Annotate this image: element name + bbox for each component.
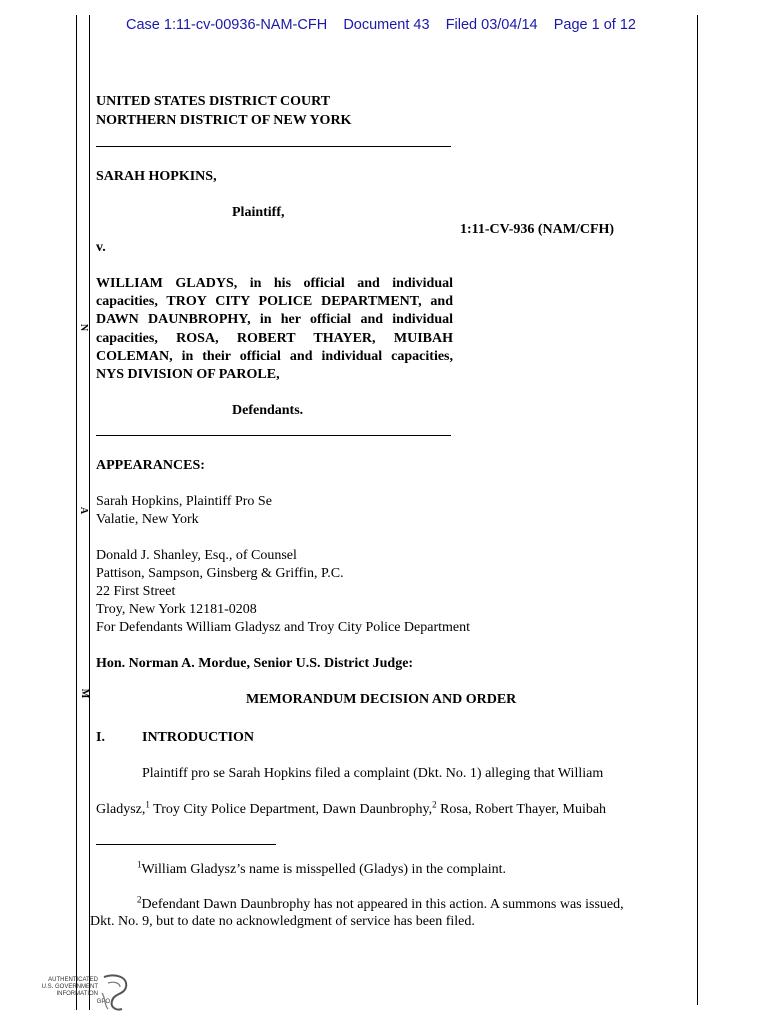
- footnote-2-line-2: Dkt. No. 9, but to date no acknowledgment of service has been filed.: [90, 914, 475, 929]
- court-name-line-1: UNITED STATES DISTRICT COURT: [96, 94, 331, 109]
- defendants-line: WILLIAM GLADYS, in his official and individual: [96, 276, 453, 291]
- defendants-line: COLEMAN, in their official and individual capacities,: [96, 348, 453, 364]
- defendants-label: Defendants.: [232, 403, 304, 418]
- footnote-ref-1: 1: [145, 799, 150, 810]
- document-header: [126, 17, 636, 33]
- seal-text-line: U.S. GOVERNMENT: [41, 984, 98, 990]
- document-title: MEMORANDUM DECISION AND ORDER: [246, 692, 517, 707]
- caption-rule-bottom: [96, 435, 451, 436]
- appearance-counsel-line: For Defendants William Gladysz and Troy City Police Department: [96, 620, 471, 635]
- appearance-counsel-line: 22 First Street: [96, 584, 176, 599]
- footnote-mark-1: 1: [137, 859, 142, 870]
- section-heading: INTRODUCTION: [142, 730, 255, 745]
- header-filed: Filed 03/04/14: [445, 17, 538, 33]
- appearance-counsel-line: Pattison, Sampson, Ginsberg & Griffin, P.C.: [96, 566, 344, 581]
- defendants-line: capacities, ROSA, ROBERT THAYER, MUIBAH: [96, 330, 453, 346]
- left-margin-line-2: [89, 15, 90, 1010]
- footnote-1-text: William Gladysz’s name is misspelled (Gladys) in the complaint.: [141, 862, 507, 877]
- section-number: I.: [96, 730, 105, 745]
- appearance-counsel-line: Troy, New York 12181-0208: [96, 602, 257, 617]
- footnote-separator: [96, 844, 276, 845]
- header-case: Case 1:11-cv-00936-NAM-CFH: [126, 17, 328, 33]
- body-text: Rosa, Robert Thayer, Muibah: [436, 802, 607, 817]
- body-line-1: Plaintiff pro se Sarah Hopkins filed a complaint (Dkt. No. 1) alleging that William: [142, 766, 604, 781]
- gpo-authentication-seal: [38, 973, 134, 1013]
- seal-text-line: AUTHENTICATED: [48, 977, 98, 983]
- versus: v.: [96, 240, 106, 255]
- header-page: Page 1 of 12: [553, 17, 636, 33]
- defendants-line: capacities, TROY CITY POLICE DEPARTMENT, and: [96, 294, 453, 310]
- footnote-2-line-1: [137, 894, 624, 913]
- case-number: 1:11-CV-936 (NAM/CFH): [460, 222, 615, 237]
- appearance-counsel-line: Donald J. Shanley, Esq., of Counsel: [96, 548, 297, 563]
- defendants-line: NYS DIVISION OF PAROLE,: [96, 367, 280, 383]
- margin-letter-a: A: [78, 506, 90, 515]
- appearance-plaintiff-line: Valatie, New York: [96, 512, 199, 527]
- footnote-mark-2: 2: [137, 894, 142, 905]
- appearance-plaintiff-line: Sarah Hopkins, Plaintiff Pro Se: [96, 494, 272, 509]
- plaintiff-name: SARAH HOPKINS,: [96, 169, 217, 184]
- footnote-ref-2: 2: [432, 799, 437, 810]
- caption-rule-top: [96, 146, 451, 147]
- judge-line: Hon. Norman A. Mordue, Senior U.S. District Judge:: [96, 656, 414, 671]
- seal-text-line: INFORMATION: [56, 991, 98, 997]
- defendants-line: DAWN DAUNBROPHY, in her official and individual: [96, 312, 453, 328]
- eagle-seal-icon: [98, 973, 132, 1013]
- court-name-line-2: NORTHERN DISTRICT OF NEW YORK: [96, 113, 352, 128]
- body-text: Gladysz,: [96, 802, 146, 817]
- appearances-heading: APPEARANCES:: [96, 458, 205, 473]
- footnote-1: [137, 859, 507, 878]
- footnote-2-text: Defendant Dawn Daunbrophy has not appeared in this action. A summons was issued,: [141, 897, 624, 912]
- plaintiff-label: Plaintiff,: [232, 205, 285, 220]
- body-text: Troy City Police Department, Dawn Daunbrophy,: [149, 802, 433, 817]
- defendants-list: [96, 275, 453, 384]
- margin-letter-n: N: [78, 323, 90, 332]
- margin-letter-m: M: [79, 688, 91, 699]
- header-document: Document 43: [343, 17, 430, 33]
- right-margin-line: [697, 15, 698, 1005]
- seal-mark: GPO: [96, 999, 110, 1005]
- body-line-2: [96, 799, 607, 818]
- left-margin-line-1: [76, 15, 77, 1010]
